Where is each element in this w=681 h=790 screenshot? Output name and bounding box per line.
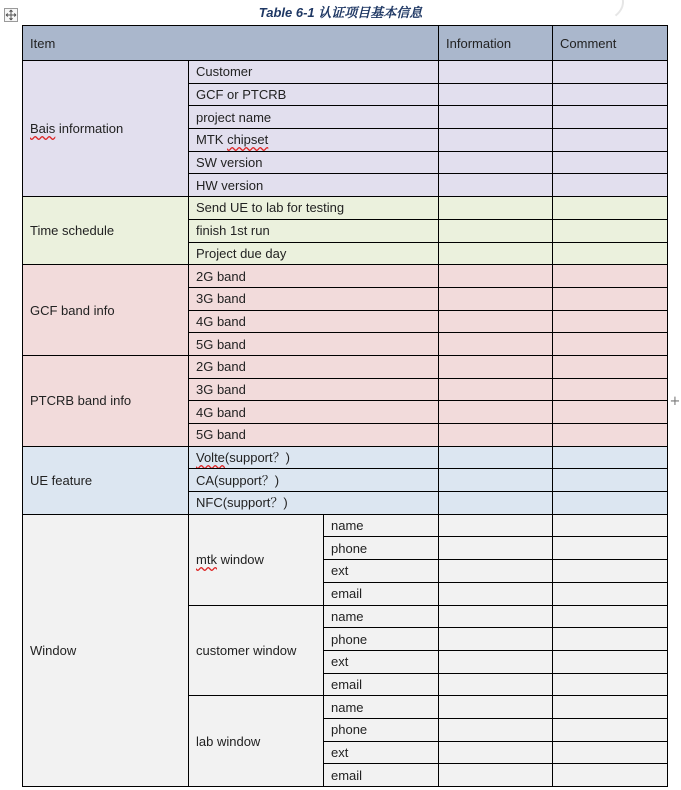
comment-cell[interactable]: [553, 219, 668, 242]
group-label-time: Time schedule: [23, 197, 189, 265]
information-cell[interactable]: [439, 514, 553, 537]
row-label: SW version: [189, 151, 439, 174]
row-label: MTK chipset: [189, 129, 439, 152]
row-label: Send UE to lab for testing: [189, 197, 439, 220]
table-row: [23, 61, 668, 84]
information-cell[interactable]: [439, 83, 553, 106]
information-cell[interactable]: [439, 446, 553, 469]
information-cell[interactable]: [439, 355, 553, 378]
field-label: phone: [324, 628, 439, 651]
comment-cell[interactable]: [553, 378, 668, 401]
row-label: 4G band: [189, 310, 439, 333]
row-label: 4G band: [189, 401, 439, 424]
comment-cell[interactable]: [553, 83, 668, 106]
table-row: [23, 514, 668, 537]
information-cell[interactable]: [439, 333, 553, 356]
row-label: CA(support？): [189, 469, 439, 492]
header-comment: Comment: [553, 26, 668, 61]
comment-cell[interactable]: [553, 355, 668, 378]
comment-cell[interactable]: [553, 61, 668, 84]
table-caption: Table 6-1 认证项目基本信息: [258, 5, 423, 20]
field-label: name: [324, 696, 439, 719]
group-label-basic: Bais information: [23, 61, 189, 197]
information-cell[interactable]: [439, 265, 553, 288]
row-label: project name: [189, 106, 439, 129]
information-cell[interactable]: [439, 673, 553, 696]
field-label: ext: [324, 741, 439, 764]
comment-cell[interactable]: [553, 605, 668, 628]
information-cell[interactable]: [439, 129, 553, 152]
comment-cell[interactable]: [553, 333, 668, 356]
comment-cell[interactable]: [553, 741, 668, 764]
row-label: Project due day: [189, 242, 439, 265]
field-label: email: [324, 673, 439, 696]
row-label: GCF or PTCRB: [189, 83, 439, 106]
comment-cell[interactable]: [553, 129, 668, 152]
group-label-gcf: GCF band info: [23, 265, 189, 356]
row-label: Customer: [189, 61, 439, 84]
comment-cell[interactable]: [553, 197, 668, 220]
table-row: [23, 265, 668, 288]
comment-cell[interactable]: [553, 492, 668, 515]
field-label: ext: [324, 650, 439, 673]
comment-cell[interactable]: [553, 537, 668, 560]
information-cell[interactable]: [439, 605, 553, 628]
comment-cell[interactable]: [553, 696, 668, 719]
comment-cell[interactable]: [553, 628, 668, 651]
information-cell[interactable]: [439, 560, 553, 583]
comment-cell[interactable]: [553, 151, 668, 174]
field-label: name: [324, 514, 439, 537]
comment-cell[interactable]: [553, 310, 668, 333]
row-label: 5G band: [189, 424, 439, 447]
information-cell[interactable]: [439, 151, 553, 174]
header-item: Item: [23, 26, 439, 61]
information-cell[interactable]: [439, 650, 553, 673]
row-label: 3G band: [189, 287, 439, 310]
information-cell[interactable]: [439, 741, 553, 764]
subgroup-label-lab: lab window: [189, 696, 324, 787]
information-cell[interactable]: [439, 61, 553, 84]
field-label: phone: [324, 537, 439, 560]
comment-cell[interactable]: [553, 446, 668, 469]
information-cell[interactable]: [439, 492, 553, 515]
comment-cell[interactable]: [553, 582, 668, 605]
information-cell[interactable]: [439, 401, 553, 424]
information-cell[interactable]: [439, 219, 553, 242]
row-label: finish 1st run: [189, 219, 439, 242]
table-row: [23, 197, 668, 220]
information-cell[interactable]: [439, 424, 553, 447]
information-cell[interactable]: [439, 469, 553, 492]
subgroup-label-customer: customer window: [189, 605, 324, 696]
subgroup-label-mtk: mtk window: [189, 514, 324, 605]
comment-cell[interactable]: [553, 287, 668, 310]
information-cell[interactable]: [439, 197, 553, 220]
group-label-window: Window: [23, 514, 189, 786]
comment-cell[interactable]: [553, 673, 668, 696]
information-cell[interactable]: [439, 628, 553, 651]
row-label: 2G band: [189, 265, 439, 288]
row-label: Volte(support？): [189, 446, 439, 469]
header-row: [23, 26, 668, 61]
information-cell[interactable]: [439, 764, 553, 787]
row-label: NFC(support？): [189, 492, 439, 515]
information-cell[interactable]: [439, 718, 553, 741]
field-label: ext: [324, 560, 439, 583]
comment-cell[interactable]: [553, 514, 668, 537]
information-cell[interactable]: [439, 378, 553, 401]
add-row-icon[interactable]: +: [669, 394, 681, 409]
row-label: 3G band: [189, 378, 439, 401]
comment-cell[interactable]: [553, 424, 668, 447]
field-label: name: [324, 605, 439, 628]
field-label: email: [324, 582, 439, 605]
comment-cell[interactable]: [553, 718, 668, 741]
information-cell[interactable]: [439, 696, 553, 719]
comment-cell[interactable]: [553, 265, 668, 288]
comment-cell[interactable]: [553, 764, 668, 787]
comment-cell[interactable]: [553, 650, 668, 673]
information-cell[interactable]: [439, 287, 553, 310]
group-label-ptcrb: PTCRB band info: [23, 355, 189, 446]
comment-cell[interactable]: [553, 106, 668, 129]
row-label: 5G band: [189, 333, 439, 356]
comment-cell[interactable]: [553, 174, 668, 197]
row-label: HW version: [189, 174, 439, 197]
field-label: phone: [324, 718, 439, 741]
group-label-ue: UE feature: [23, 446, 189, 514]
project-info-table: [22, 25, 668, 787]
comment-cell[interactable]: [553, 469, 668, 492]
table-row: [23, 446, 668, 469]
information-cell[interactable]: [439, 310, 553, 333]
comment-cell[interactable]: [553, 401, 668, 424]
field-label: email: [324, 764, 439, 787]
information-cell[interactable]: [439, 174, 553, 197]
comment-cell[interactable]: [553, 242, 668, 265]
table-row: [23, 355, 668, 378]
information-cell[interactable]: [439, 242, 553, 265]
information-cell[interactable]: [439, 537, 553, 560]
row-label: 2G band: [189, 355, 439, 378]
information-cell[interactable]: [439, 106, 553, 129]
information-cell[interactable]: [439, 582, 553, 605]
header-information: Information: [439, 26, 553, 61]
comment-cell[interactable]: [553, 560, 668, 583]
